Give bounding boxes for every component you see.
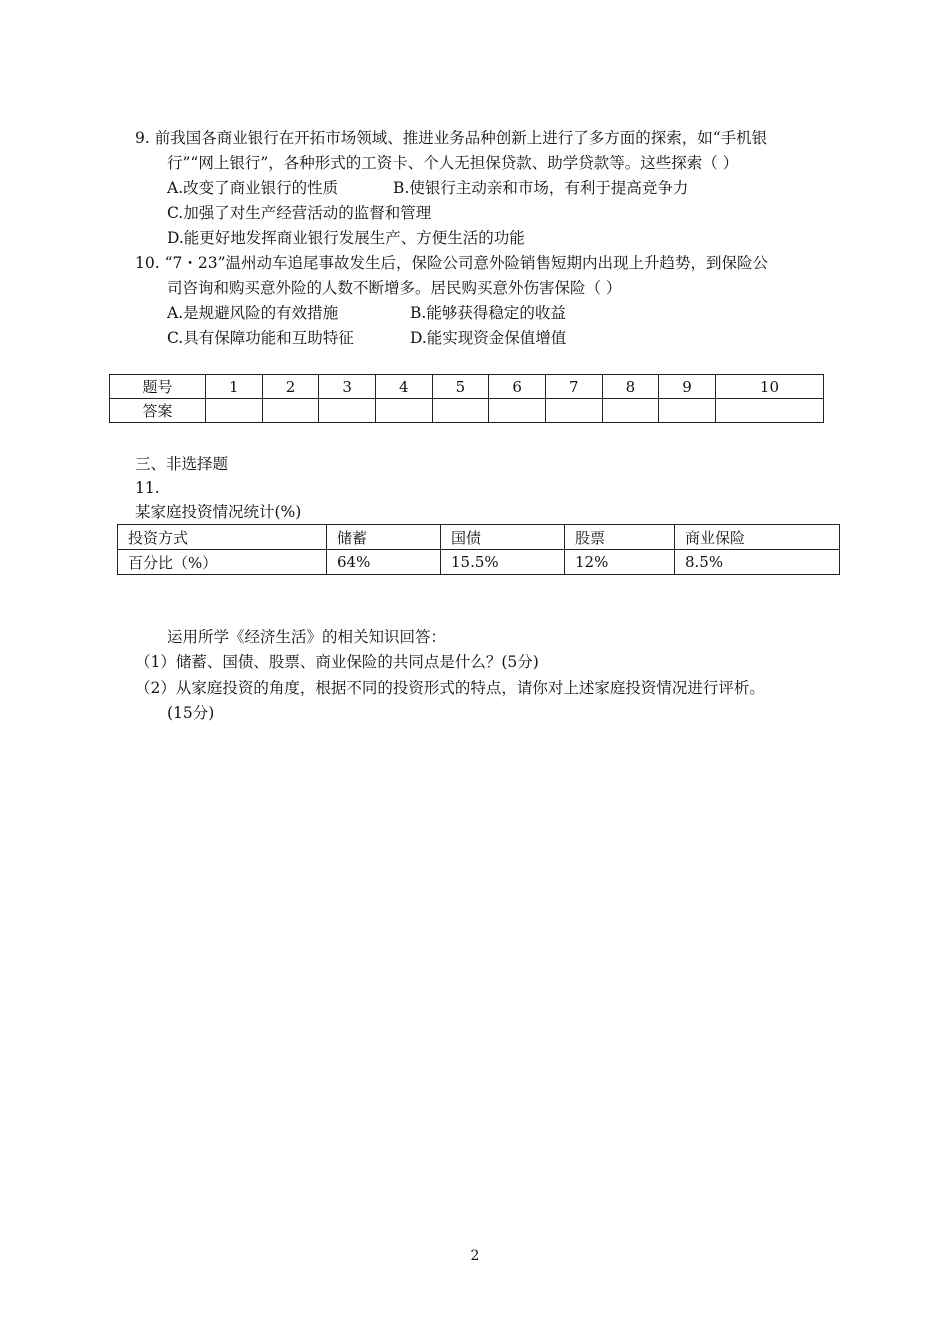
- answer-table-number: 10: [715, 375, 823, 399]
- answer-cell[interactable]: [206, 399, 263, 423]
- q11-sub1: （1）储蓄、国债、股票、商业保险的共同点是什么？(5分): [135, 653, 539, 671]
- investment-header-cell: 投资方式: [118, 525, 327, 550]
- answer-table-number: 3: [319, 375, 376, 399]
- answer-table-number: 8: [602, 375, 659, 399]
- answer-cell[interactable]: [489, 399, 546, 423]
- q10-stem-line2: 司咨询和购买意外险的人数不断增多。居民购买意外伤害保险（ ）: [167, 279, 622, 297]
- q11-sub2: （2）从家庭投资的角度，根据不同的投资形式的特点，请你对上述家庭投资情况进行评析。: [135, 679, 765, 697]
- answer-cell[interactable]: [375, 399, 432, 423]
- answer-table-label-answer: 答案: [110, 399, 206, 423]
- q11-sub2-score: (15分): [167, 704, 215, 722]
- q11-intro: 运用所学《经济生活》的相关知识回答：: [167, 628, 447, 646]
- q9-option-d: D.能更好地发挥商业银行发展生产、方便生活的功能: [167, 229, 525, 247]
- investment-header-cell: 商业保险: [675, 525, 840, 550]
- investment-header-cell: 国债: [441, 525, 565, 550]
- page-number: 2: [470, 1248, 480, 1264]
- answer-cell[interactable]: [432, 399, 489, 423]
- q10-option-b: B.能够获得稳定的收益: [410, 304, 566, 322]
- answer-table-number: 7: [545, 375, 602, 399]
- investment-value-cell: 64%: [327, 550, 441, 575]
- answer-table-answer-row: [110, 399, 824, 423]
- q11-number: 11.: [135, 479, 160, 497]
- answer-table-label-number: 题号: [110, 375, 206, 399]
- q10-option-a: A.是规避风险的有效措施: [167, 304, 339, 322]
- q10-option-d: D.能实现资金保值增值: [410, 329, 567, 347]
- answer-table-number: 5: [432, 375, 489, 399]
- investment-table: [117, 524, 840, 575]
- answer-table-number: 1: [206, 375, 263, 399]
- answer-table: [109, 374, 824, 423]
- answer-cell[interactable]: [545, 399, 602, 423]
- answer-cell[interactable]: [659, 399, 716, 423]
- investment-value-cell: 8.5%: [675, 550, 840, 575]
- q10-stem-line1: 10. “7・23”温州动车追尾事故发生后，保险公司意外险销售短期内出现上升趋势，到保险公: [135, 254, 769, 272]
- q9-stem-line2: 行”“网上银行”，各种形式的工资卡、个人无担保贷款、助学贷款等。这些探索（ ）: [167, 154, 739, 172]
- section-title: 三、非选择题: [135, 455, 229, 473]
- q9-option-b: B.使银行主动亲和市场，有利于提高竞争力: [393, 179, 689, 197]
- answer-table-number-row: [110, 375, 824, 399]
- answer-table-number: 4: [375, 375, 432, 399]
- answer-table-number: 9: [659, 375, 716, 399]
- investment-header-cell: 股票: [565, 525, 675, 550]
- answer-table-number: 6: [489, 375, 546, 399]
- q10-option-c: C.具有保障功能和互助特征: [167, 329, 354, 347]
- answer-table-number: 2: [262, 375, 319, 399]
- investment-value-cell: 15.5%: [441, 550, 565, 575]
- investment-table-title: 某家庭投资情况统计(%): [135, 503, 302, 521]
- answer-cell[interactable]: [262, 399, 319, 423]
- investment-table-header-row: [118, 525, 840, 550]
- answer-cell[interactable]: [319, 399, 376, 423]
- q9-option-c: C.加强了对生产经营活动的监督和管理: [167, 204, 432, 222]
- investment-value-cell: 12%: [565, 550, 675, 575]
- investment-header-cell: 储蓄: [327, 525, 441, 550]
- investment-value-cell: 百分比（%）: [118, 550, 327, 575]
- q9-option-a: A.改变了商业银行的性质: [167, 179, 339, 197]
- q9-stem-line1: 9. 前我国各商业银行在开拓市场领域、推进业务品种创新上进行了多方面的探索，如“手机银: [135, 129, 768, 147]
- answer-cell[interactable]: [602, 399, 659, 423]
- answer-cell[interactable]: [715, 399, 823, 423]
- investment-table-value-row: [118, 550, 840, 575]
